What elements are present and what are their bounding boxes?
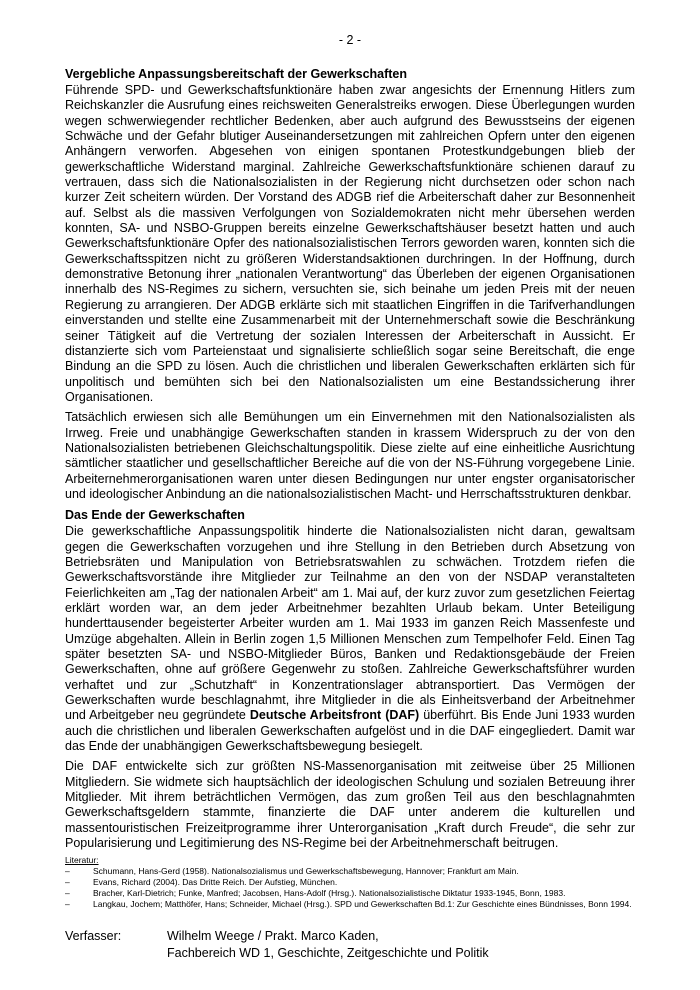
- author-department: Fachbereich WD 1, Geschichte, Zeitgeschichte und Politik: [167, 946, 489, 960]
- literature-text: Langkau, Jochem; Matthöfer, Hans; Schneider, Michael (Hrsg.). SPD und Gewerkschaften Bd.1: Zur Geschichte eines Bündnisses, Bonn 1994.: [93, 899, 632, 910]
- dash-bullet: –: [65, 887, 70, 898]
- paragraph-text: Die gewerkschaftliche Anpassungspolitik hinderte die Nationalsozialisten nicht daran, gewaltsam gegen die Gewerkschaften vorzugehen und ihre Stellung in den Betrieben durch Absetzung von Betriebsräten und Manipulation von Betriebsratswahlen zu schwächen. Trotzdem riefen die Gewerkschaftsvorstände ihre Mitglieder zur Teilnahme an den von der NSDAP veranstalteten Feierlichkeiten am „Tag der nationalen Arbeit“ am 1. Mai auf, der kurz zuvor zum gesetzlichen Feiertag erklärt worden war, an dem jeder Arbeitnehmer bezahlten Urlaub bekam. Unter Beteiligung hunderttausender begeisterter Arbeiter wurden am 1. Mai 1933 im ganzen Reich Massenfeste und Umzüge abgehalten. Allein in Berlin zogen 1,5 Millionen Menschen zum Tempelhofer Feld. Einen Tag später besetzten SA- und NSBO-Mitglieder Büros, Banken und Redaktionsgebäude der Freien Gewerkschaften, ohne auf größere Gegenwehr zu stoßen. Zahlreiche Gewerkschaftsführer wurden verhaftet und zur „Schutzhaft“ in Konzentrationslager abtransportiert. Das Vermögen der Gewerkschaften wurde beschlagnahmt, ihre Mitglieder in die als Einheitsverband der Arbeitnehmer und Arbeitgeber neu gegründete: [65, 524, 635, 723]
- literature-item: [65, 899, 635, 910]
- author-lines: [167, 928, 635, 962]
- literature-label: Literatur:: [65, 854, 99, 865]
- literature-text: Bracher, Karl-Dietrich; Funke, Manfred; Jacobsen, Hans-Adolf (Hrsg.). Nationalsozialistische Diktatur 1933-1945, Bonn, 1983.: [93, 887, 566, 898]
- literature-item: [65, 866, 635, 877]
- page-number: - 2 -: [338, 33, 362, 47]
- author-names: Wilhelm Weege / Prakt. Marco Kaden,: [167, 929, 379, 943]
- paragraph: Führende SPD- und Gewerkschaftsfunktionäre haben zwar angesichts der Ernennung Hitlers zum Reichskanzler die Ausrufung eines reichsweiten Generalstreiks erwogen. Diese Überlegungen wurden wegen schwerwiegender rechtlicher Bedenken, aber auch aufgrund des Bewusstseins der eigenen Schwäche und der Gefahr blutiger Auseinandersetzungen mit zahlreichen Opfern unter den eigenen Anhängern verworfen. Abgesehen von einigen spontanen Protestkundgebungen blieb der gewerkschaftliche Widerstand marginal. Zahlreiche Gewerkschaftsfunktionäre schienen darauf zu vertrauen, dass sich die Nationalsozialisten in der Regierung nicht durchsetzen oder schon nach kurzer Zeit scheitern würden. Der Vorstand des ADGB rief die Arbeiterschaft daher zur Besonnenheit auf. Selbst als die massiven Verfolgungen von Sozialdemokraten nicht mehr übersehen werden konnten, SA- und NSBO-Gruppen bereits einzelne Gewerkschaftshäuser besetzt hatten und auch Gewerkschaftsfunktionäre Opfer des nationalsozialistischen Terrors geworden waren, konnten sich die Gewerkschaftsspitzen nicht zu größeren Widerstandsaktionen durchringen. In der Hoffnung, durch demonstrative Betonung ihrer „nationalen Verantwortung“ das Überleben der eigenen Organisationen innerhalb des NS-Regimes zu sichern, versuchten sie, sich beinahe um jeden Preis mit der neuen Regierung zu arrangieren. Der ADGB erklärte sich mit staatlichen Eingriffen in die Tarifverhandlungen einverstanden und stellte eine Zusammenarbeit mit der Unternehmerschaft sowie die Beschränkung seiner Tätigkeit auf die Vertretung der sozialen Interessen der Arbeiterschaft in Aussicht. Er distanzierte sich vom Parteienstaat und signalisierte schließlich sogar seine Bereitschaft, die enge Bindung an die SPD zu lösen. Auch die christlichen und liberalen Gewerkschaften erklärten sich für unpolitisch und bemühten sich bei den Nationalsozialisten um eine Bestandssicherung ihrer Organisationen.: [65, 83, 635, 404]
- author-label: Verfasser:: [65, 929, 122, 943]
- literature-list: [65, 866, 635, 911]
- literature-item: [65, 877, 635, 888]
- dash-bullet: –: [65, 876, 70, 887]
- section-heading-end-of-unions: Das Ende der Gewerkschaften: [65, 508, 245, 523]
- paragraph: Tatsächlich erwiesen sich alle Bemühungen um ein Einvernehmen mit den Nationalsozialisten als Irrweg. Freie und unabhängige Gewerkschaften standen in krassem Widerspruch zu der von den Nationalsozialisten betriebenen Gleichschaltungspolitik. Diese zielte auf eine einheitliche Ausrichtung sämtlicher staatlicher und gesellschaftlicher Bereiche auf die von der NS-Führung vorgegebene Linie. Arbeiternehmerorganisationen waren unter diesen Bedingungen nur unter engster organisatorischer und ideologischer Anbindung an die nationalsozialistischen Macht- und Herrschaftsstrukturen denkbar.: [65, 410, 635, 501]
- literature-text: Schumann, Hans-Gerd (1958). Nationalsozialismus und Gewerkschaftsbewegung, Hannover; Frankfurt am Main.: [93, 865, 519, 876]
- author-block: [65, 928, 635, 962]
- paragraph: [65, 524, 635, 754]
- main-content: [65, 66, 635, 910]
- paragraph: Die DAF entwickelte sich zur größten NS-Massenorganisation mit zeitweise über 25 Millionen Mitgliedern. Sie widmete sich hauptsächlich der ideologischen Schulung und sozialen Betreuung ihrer Mitglieder. Mit ihrem beträchtlichen Vermögen, das zum großen Teil aus den beschlagnahmten Gewerkschaftsgeldern stammte, finanzierte die DAF unter anderem die kulturellen und massentouristischen Freizeitprogramme ihrer Unterorganisation „Kraft durch Freude“, die sehr zur Popularisierung und Legitimierung des NS-Regime bei der Arbeitnehmerschaft beitrugen.: [65, 759, 635, 851]
- daf-bold-term: Deutsche Arbeitsfront (DAF): [249, 708, 420, 723]
- dash-bullet: –: [65, 899, 70, 910]
- literature-item: [65, 888, 635, 899]
- paragraph-text: überführt. Bis Ende Juni 1933 wurden auch die christlichen und liberalen Gewerkschaften aufgelöst und in die DAF eingegliedert. Damit war das Ende der unabhängigen Gewerkschaftsbewegung besiegelt.: [65, 708, 635, 754]
- literature-text: Evans, Richard (2004). Das Dritte Reich. Der Aufstieg, München.: [93, 876, 338, 887]
- section-heading-adaptation: Vergebliche Anpassungsbereitschaft der Gewerkschaften: [65, 67, 408, 81]
- dash-bullet: –: [65, 865, 70, 876]
